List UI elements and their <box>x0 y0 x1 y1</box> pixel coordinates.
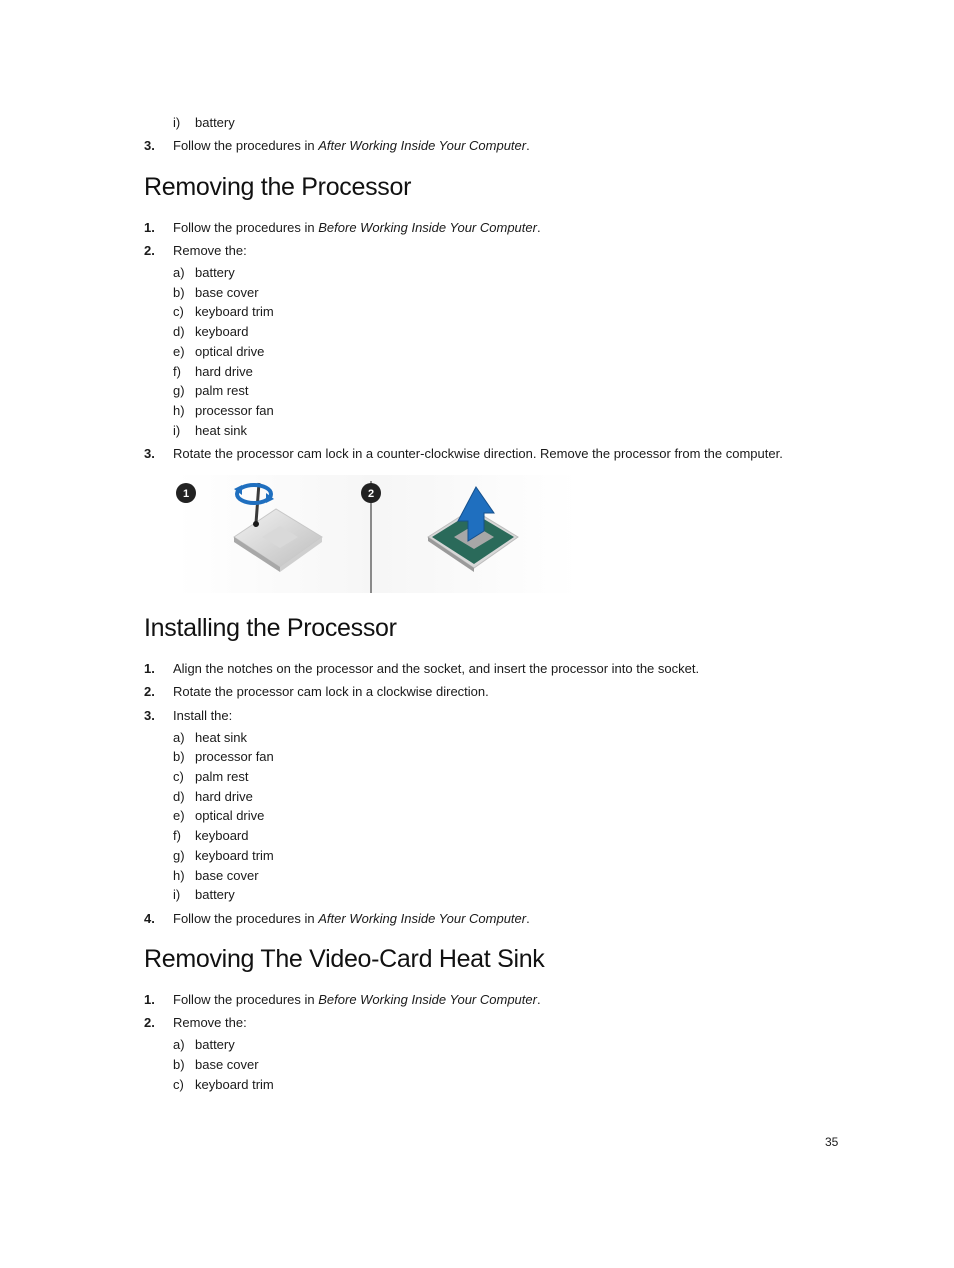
list-item: h) processor fan <box>173 403 274 418</box>
cross-reference-link[interactable]: Before Working Inside Your Computer <box>318 992 537 1007</box>
list-item: c) keyboard trim <box>173 1077 274 1092</box>
list-item: e) optical drive <box>173 808 265 823</box>
list-item: a) battery <box>173 265 235 280</box>
list-item: f) hard drive <box>173 364 253 379</box>
list-item: a) battery <box>173 1037 235 1052</box>
processor-removal-illustration <box>176 475 578 593</box>
list-item: c) palm rest <box>173 769 249 784</box>
list-item: i) battery <box>173 887 235 902</box>
list-item: b) processor fan <box>173 749 274 764</box>
list-item: i) battery <box>173 115 235 130</box>
section-title-installing-processor: Installing the Processor <box>144 614 397 642</box>
callout-1 <box>176 483 196 503</box>
callout-2 <box>361 483 381 503</box>
list-item: e) optical drive <box>173 344 265 359</box>
list-item: g) keyboard trim <box>173 848 274 863</box>
list-item: b) base cover <box>173 285 259 300</box>
list-item: i) heat sink <box>173 423 248 438</box>
svg-text:1: 1 <box>182 488 190 500</box>
processor-illustration-svg <box>176 475 578 593</box>
section-title-removing-video-card-heat-sink: Removing The Video-Card Heat Sink <box>144 945 545 973</box>
cross-reference-link[interactable]: After Working Inside Your Computer <box>318 911 527 926</box>
list-item: d) hard drive <box>173 789 253 804</box>
cross-reference-link[interactable]: Before Working Inside Your Computer <box>318 220 537 235</box>
cross-reference-link[interactable]: After Working Inside Your Computer <box>318 138 527 153</box>
list-item: b) base cover <box>173 1057 259 1072</box>
list-item: g) palm rest <box>173 383 249 398</box>
page-number: 35 <box>825 1135 839 1149</box>
svg-text:2: 2 <box>367 488 375 500</box>
section-title-removing-processor: Removing the Processor <box>144 173 412 201</box>
list-item: h) base cover <box>173 868 259 883</box>
list-item: c) keyboard trim <box>173 304 274 319</box>
list-item: a) heat sink <box>173 730 248 745</box>
list-item: f) keyboard <box>173 828 249 843</box>
list-item: d) keyboard <box>173 324 249 339</box>
